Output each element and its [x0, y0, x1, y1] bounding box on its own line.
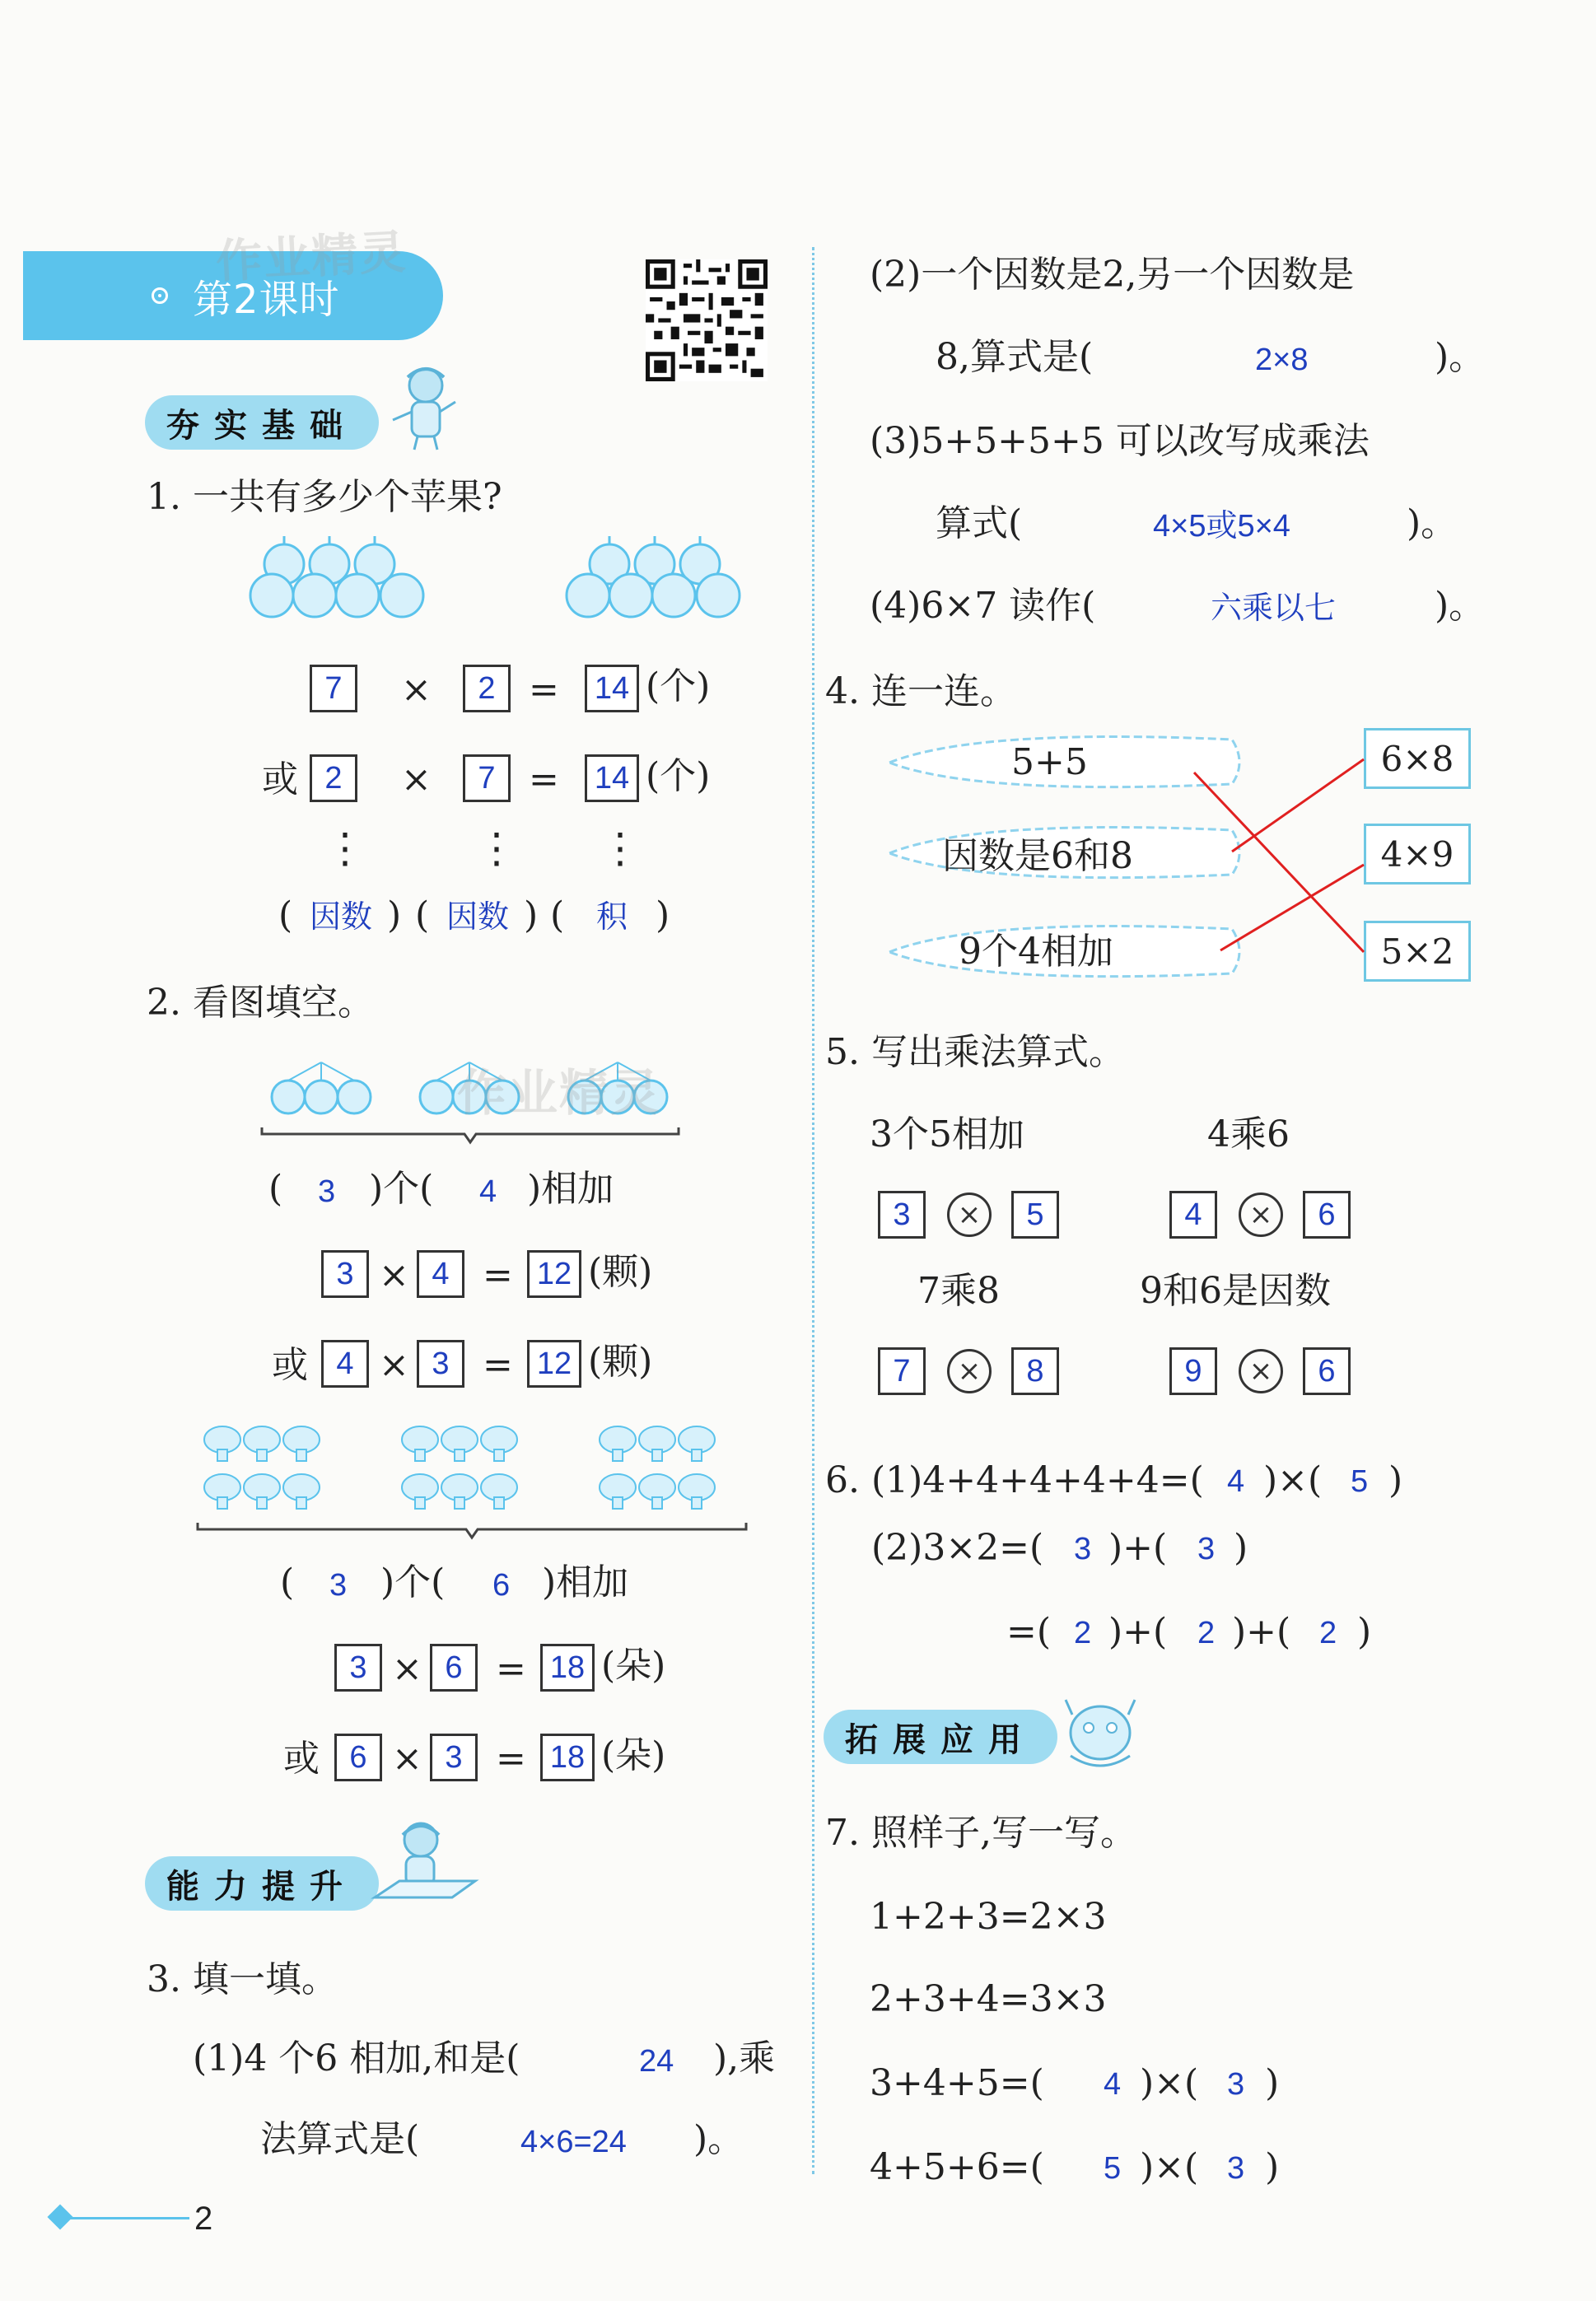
q6-l3-m2: )+(: [1232, 1611, 1291, 1653]
q2p2-r1-eq: =: [496, 1648, 526, 1690]
q5-item4-b[interactable]: 6: [1303, 1347, 1351, 1395]
q5-item3-b[interactable]: 8: [1011, 1347, 1059, 1395]
q2p2-r2-b[interactable]: 3: [430, 1734, 478, 1781]
q5-item1-label: 3个5相加: [870, 1113, 1024, 1155]
q3-title: 3. 填一填。: [147, 1958, 338, 2000]
q4-right-3[interactable]: 5×2: [1364, 921, 1471, 982]
q6-l1-a[interactable]: 4: [1227, 1464, 1245, 1499]
q2p2-r2-unit: (朵): [601, 1734, 666, 1776]
q2p2-mid: )个(: [380, 1561, 446, 1603]
q1-dots-b: ⋮: [476, 824, 517, 872]
q4-left-1: 5+5: [1011, 741, 1088, 783]
q2p1-r2-eq: =: [483, 1344, 513, 1386]
q2p1-r1-a[interactable]: 3: [321, 1250, 369, 1298]
q7-l4-b[interactable]: 3: [1227, 2151, 1245, 2186]
section-extend: [824, 1710, 1057, 1764]
q2p1-r1-eq: =: [483, 1254, 513, 1296]
q5-item4-label: 9和6是因数: [1140, 1270, 1331, 1312]
q3-p4-a: (4)6×7 读作(: [870, 585, 1096, 627]
section-basic-label: 夯实基础: [145, 395, 379, 450]
q3-p4-answer[interactable]: 六乘以七: [1211, 591, 1337, 626]
q2p2-r1-c[interactable]: 18: [540, 1644, 595, 1692]
q7-l4-pre: 4+5+6=(: [870, 2146, 1044, 2188]
watermark-mid: 作业精灵: [457, 1065, 661, 1122]
q6-l3-m1: )+(: [1108, 1611, 1168, 1653]
qr-code-icon[interactable]: [646, 259, 768, 381]
q5-item4-a[interactable]: 9: [1169, 1347, 1217, 1395]
q1-r2-prefix: 或: [262, 758, 298, 800]
q2p2-r2-prefix: 或: [283, 1738, 320, 1780]
q5-item2-a[interactable]: 4: [1169, 1191, 1217, 1239]
brace-2: [196, 1519, 748, 1544]
circle-dot-icon: [152, 287, 168, 304]
writing-girl-illustration-icon: [366, 1815, 482, 1914]
q3-p3-answer[interactable]: 4×5或5×4: [1153, 509, 1290, 544]
q5-item3-a[interactable]: 7: [878, 1347, 926, 1395]
q2p1-r2-b[interactable]: 3: [417, 1340, 464, 1388]
q6-l2-end: ): [1234, 1527, 1248, 1569]
q7-example-1: 1+2+3=2×3: [870, 1896, 1107, 1938]
q1-r1-factor-a[interactable]: 7: [310, 665, 357, 712]
q6-l3-end: ): [1357, 1611, 1372, 1653]
q6-l1-pre: 6. (1)4+4+4+4+4=(: [825, 1459, 1204, 1501]
q2p1-groups[interactable]: 3: [318, 1174, 336, 1209]
q1-r2-factor-b[interactable]: 7: [463, 754, 511, 802]
q3-p3-a: (3)5+5+5+5 可以改写成乘法: [870, 420, 1370, 462]
q5-item1-op: ×: [947, 1193, 992, 1237]
q2p1-r1-b[interactable]: 4: [417, 1250, 464, 1298]
q2p2-r2-c[interactable]: 18: [540, 1734, 595, 1781]
q1-dots-c: ⋮: [600, 824, 641, 872]
q5-item3-op: ×: [947, 1349, 992, 1393]
q1-label-product[interactable]: 积: [596, 900, 628, 935]
q2p1-r2-prefix: 或: [272, 1344, 308, 1386]
q4-match-lines: [1186, 741, 1375, 972]
q3-p2-b: 8,算式是(: [936, 336, 1094, 378]
q7-l3-a[interactable]: 4: [1104, 2067, 1122, 2102]
monster-illustration-icon: [1051, 1690, 1150, 1781]
q7-l3-b[interactable]: 3: [1227, 2067, 1245, 2102]
section-basic: [145, 395, 379, 450]
q6-l3-b[interactable]: 2: [1197, 1616, 1216, 1650]
q1-r1-eq: =: [529, 669, 559, 711]
q3-p1-c: 法算式是(: [260, 2118, 420, 2160]
q3-p1-a: (1)4 个6 相加,和是(: [193, 2037, 520, 2079]
q1-dots-a: ⋮: [324, 824, 366, 872]
apples-group-2-icon: [560, 531, 758, 622]
q5-title: 5. 写出乘法算式。: [825, 1031, 1125, 1073]
q2p2-open: (: [280, 1561, 295, 1603]
q5-item1-a[interactable]: 3: [878, 1191, 926, 1239]
q1-label-close-b: ): [524, 894, 539, 936]
q2p1-each[interactable]: 4: [479, 1174, 497, 1209]
q5-item2-op: ×: [1239, 1193, 1283, 1237]
q2p2-r2-eq: =: [496, 1738, 526, 1780]
q1-label-factor-b[interactable]: 因数: [446, 900, 510, 935]
q2p2-r1-unit: (朵): [601, 1645, 666, 1687]
q6-l1-mid: )×(: [1263, 1459, 1323, 1501]
q2p1-end: )相加: [527, 1168, 614, 1210]
q4-title: 4. 连一连。: [825, 670, 1016, 712]
q3-p3-b: 算式(: [936, 502, 1023, 544]
q1-r2-product[interactable]: 14: [585, 754, 639, 802]
q6-l2-pre: (2)3×2=(: [871, 1527, 1044, 1569]
section-advance: [145, 1856, 379, 1911]
section-advance-label: 能力提升: [145, 1856, 379, 1911]
apples-group-1-icon: [247, 531, 445, 622]
q1-r2-op: ×: [401, 758, 432, 800]
q6-l1-end: ): [1388, 1459, 1403, 1501]
q5-item4-op: ×: [1239, 1349, 1283, 1393]
q1-r2-unit: (个): [646, 755, 711, 797]
watermark-top: 作业精灵: [214, 225, 408, 290]
q3-p1-d: )。: [693, 2118, 744, 2160]
q1-label-factor-a[interactable]: 因数: [310, 900, 373, 935]
q2p2-r1-a[interactable]: 3: [334, 1644, 382, 1692]
q2p2-r2-op: ×: [392, 1738, 422, 1780]
q2p1-mid: )个(: [369, 1168, 434, 1210]
q2p1-r2-op: ×: [379, 1344, 409, 1386]
q1-r1-op: ×: [401, 669, 432, 711]
q5-item2-label: 4乘6: [1207, 1113, 1290, 1155]
q1-title: 1. 一共有多少个苹果?: [147, 476, 502, 518]
q7-example-2: 2+3+4=3×3: [870, 1978, 1107, 2020]
q1-label-open-b: (: [415, 894, 430, 936]
q6-l1-b[interactable]: 5: [1351, 1464, 1369, 1499]
q2p1-r1-unit: (颗): [588, 1251, 653, 1293]
q3-p2-c: )。: [1435, 336, 1486, 378]
q3-p1-b: ),乘: [713, 2037, 776, 2079]
q2p2-each[interactable]: 6: [492, 1568, 511, 1603]
q4-right-2[interactable]: 4×9: [1364, 824, 1471, 884]
q3-p2-a: (2)一个因数是2,另一个因数是: [870, 254, 1355, 296]
q6-l2-a[interactable]: 3: [1074, 1532, 1092, 1566]
q1-label-open-c: (: [550, 894, 565, 936]
q4-left-2: 因数是6和8: [942, 835, 1133, 877]
q6-l2-b[interactable]: 3: [1197, 1532, 1216, 1566]
q4-left-3: 9个4相加: [959, 931, 1113, 973]
q7-l4-mid: )×(: [1140, 2146, 1199, 2188]
q7-l4-a[interactable]: 5: [1104, 2151, 1122, 2186]
q2p2-end: )相加: [542, 1561, 629, 1603]
mushrooms-illustration-icon: [198, 1417, 749, 1524]
q4-right-1[interactable]: 6×8: [1364, 728, 1471, 789]
q7-title: 7. 照样子,写一写。: [825, 1812, 1136, 1854]
q2p1-r2-unit: (颗): [588, 1341, 653, 1383]
q6-l3-a[interactable]: 2: [1074, 1616, 1092, 1650]
q7-l4-end: ): [1265, 2146, 1280, 2188]
q1-r2-eq: =: [529, 758, 559, 800]
q2p2-groups[interactable]: 3: [329, 1568, 348, 1603]
section-extend-label: 拓展应用: [824, 1710, 1057, 1764]
q7-l3-mid: )×(: [1140, 2062, 1199, 2104]
q2p2-r2-a[interactable]: 6: [334, 1734, 382, 1781]
q6-l3-pre: =(: [1006, 1611, 1052, 1653]
q5-item2-b[interactable]: 6: [1303, 1191, 1351, 1239]
q3-p1-answer[interactable]: 24: [639, 2044, 674, 2079]
q1-r1-product[interactable]: 14: [585, 665, 639, 712]
q5-item3-label: 7乘8: [917, 1270, 1000, 1312]
page-number: 2: [194, 2201, 213, 2237]
q2p1-r1-c[interactable]: 12: [527, 1250, 581, 1298]
q2p1-r2-c[interactable]: 12: [527, 1340, 581, 1388]
q1-label-close-a: ): [387, 894, 402, 936]
q2-title: 2. 看图填空。: [147, 982, 374, 1024]
q1-label-open-a: (: [278, 894, 293, 936]
q3-p4-c: )。: [1435, 585, 1486, 627]
girl-illustration-icon: [375, 361, 465, 451]
q2p1-r1-op: ×: [379, 1254, 409, 1296]
q2p1-r2-a[interactable]: 4: [321, 1340, 369, 1388]
q2p2-r1-op: ×: [392, 1648, 422, 1690]
q6-l3-c[interactable]: 2: [1319, 1616, 1337, 1650]
q5-item1-b[interactable]: 5: [1011, 1191, 1059, 1239]
lesson-title: 第2课时: [193, 276, 340, 323]
brace-1: [260, 1124, 680, 1149]
q1-r1-factor-b[interactable]: 2: [463, 665, 511, 712]
q7-l3-pre: 3+4+5=(: [870, 2062, 1044, 2104]
q3-p2-answer[interactable]: 2×8: [1255, 343, 1309, 377]
q3-p3-c: )。: [1407, 502, 1458, 544]
column-divider: [812, 247, 814, 2174]
q6-l2-mid: )+(: [1108, 1527, 1168, 1569]
q2p1-open: (: [268, 1168, 283, 1210]
q1-r1-unit: (个): [646, 665, 711, 707]
q2p2-r1-b[interactable]: 6: [430, 1644, 478, 1692]
q1-label-close-c: ): [656, 894, 670, 936]
q7-l3-end: ): [1265, 2062, 1280, 2104]
q1-r2-factor-a[interactable]: 2: [310, 754, 357, 802]
page-bar: [49, 2217, 189, 2219]
q3-p1-answer2[interactable]: 4×6=24: [520, 2125, 627, 2159]
